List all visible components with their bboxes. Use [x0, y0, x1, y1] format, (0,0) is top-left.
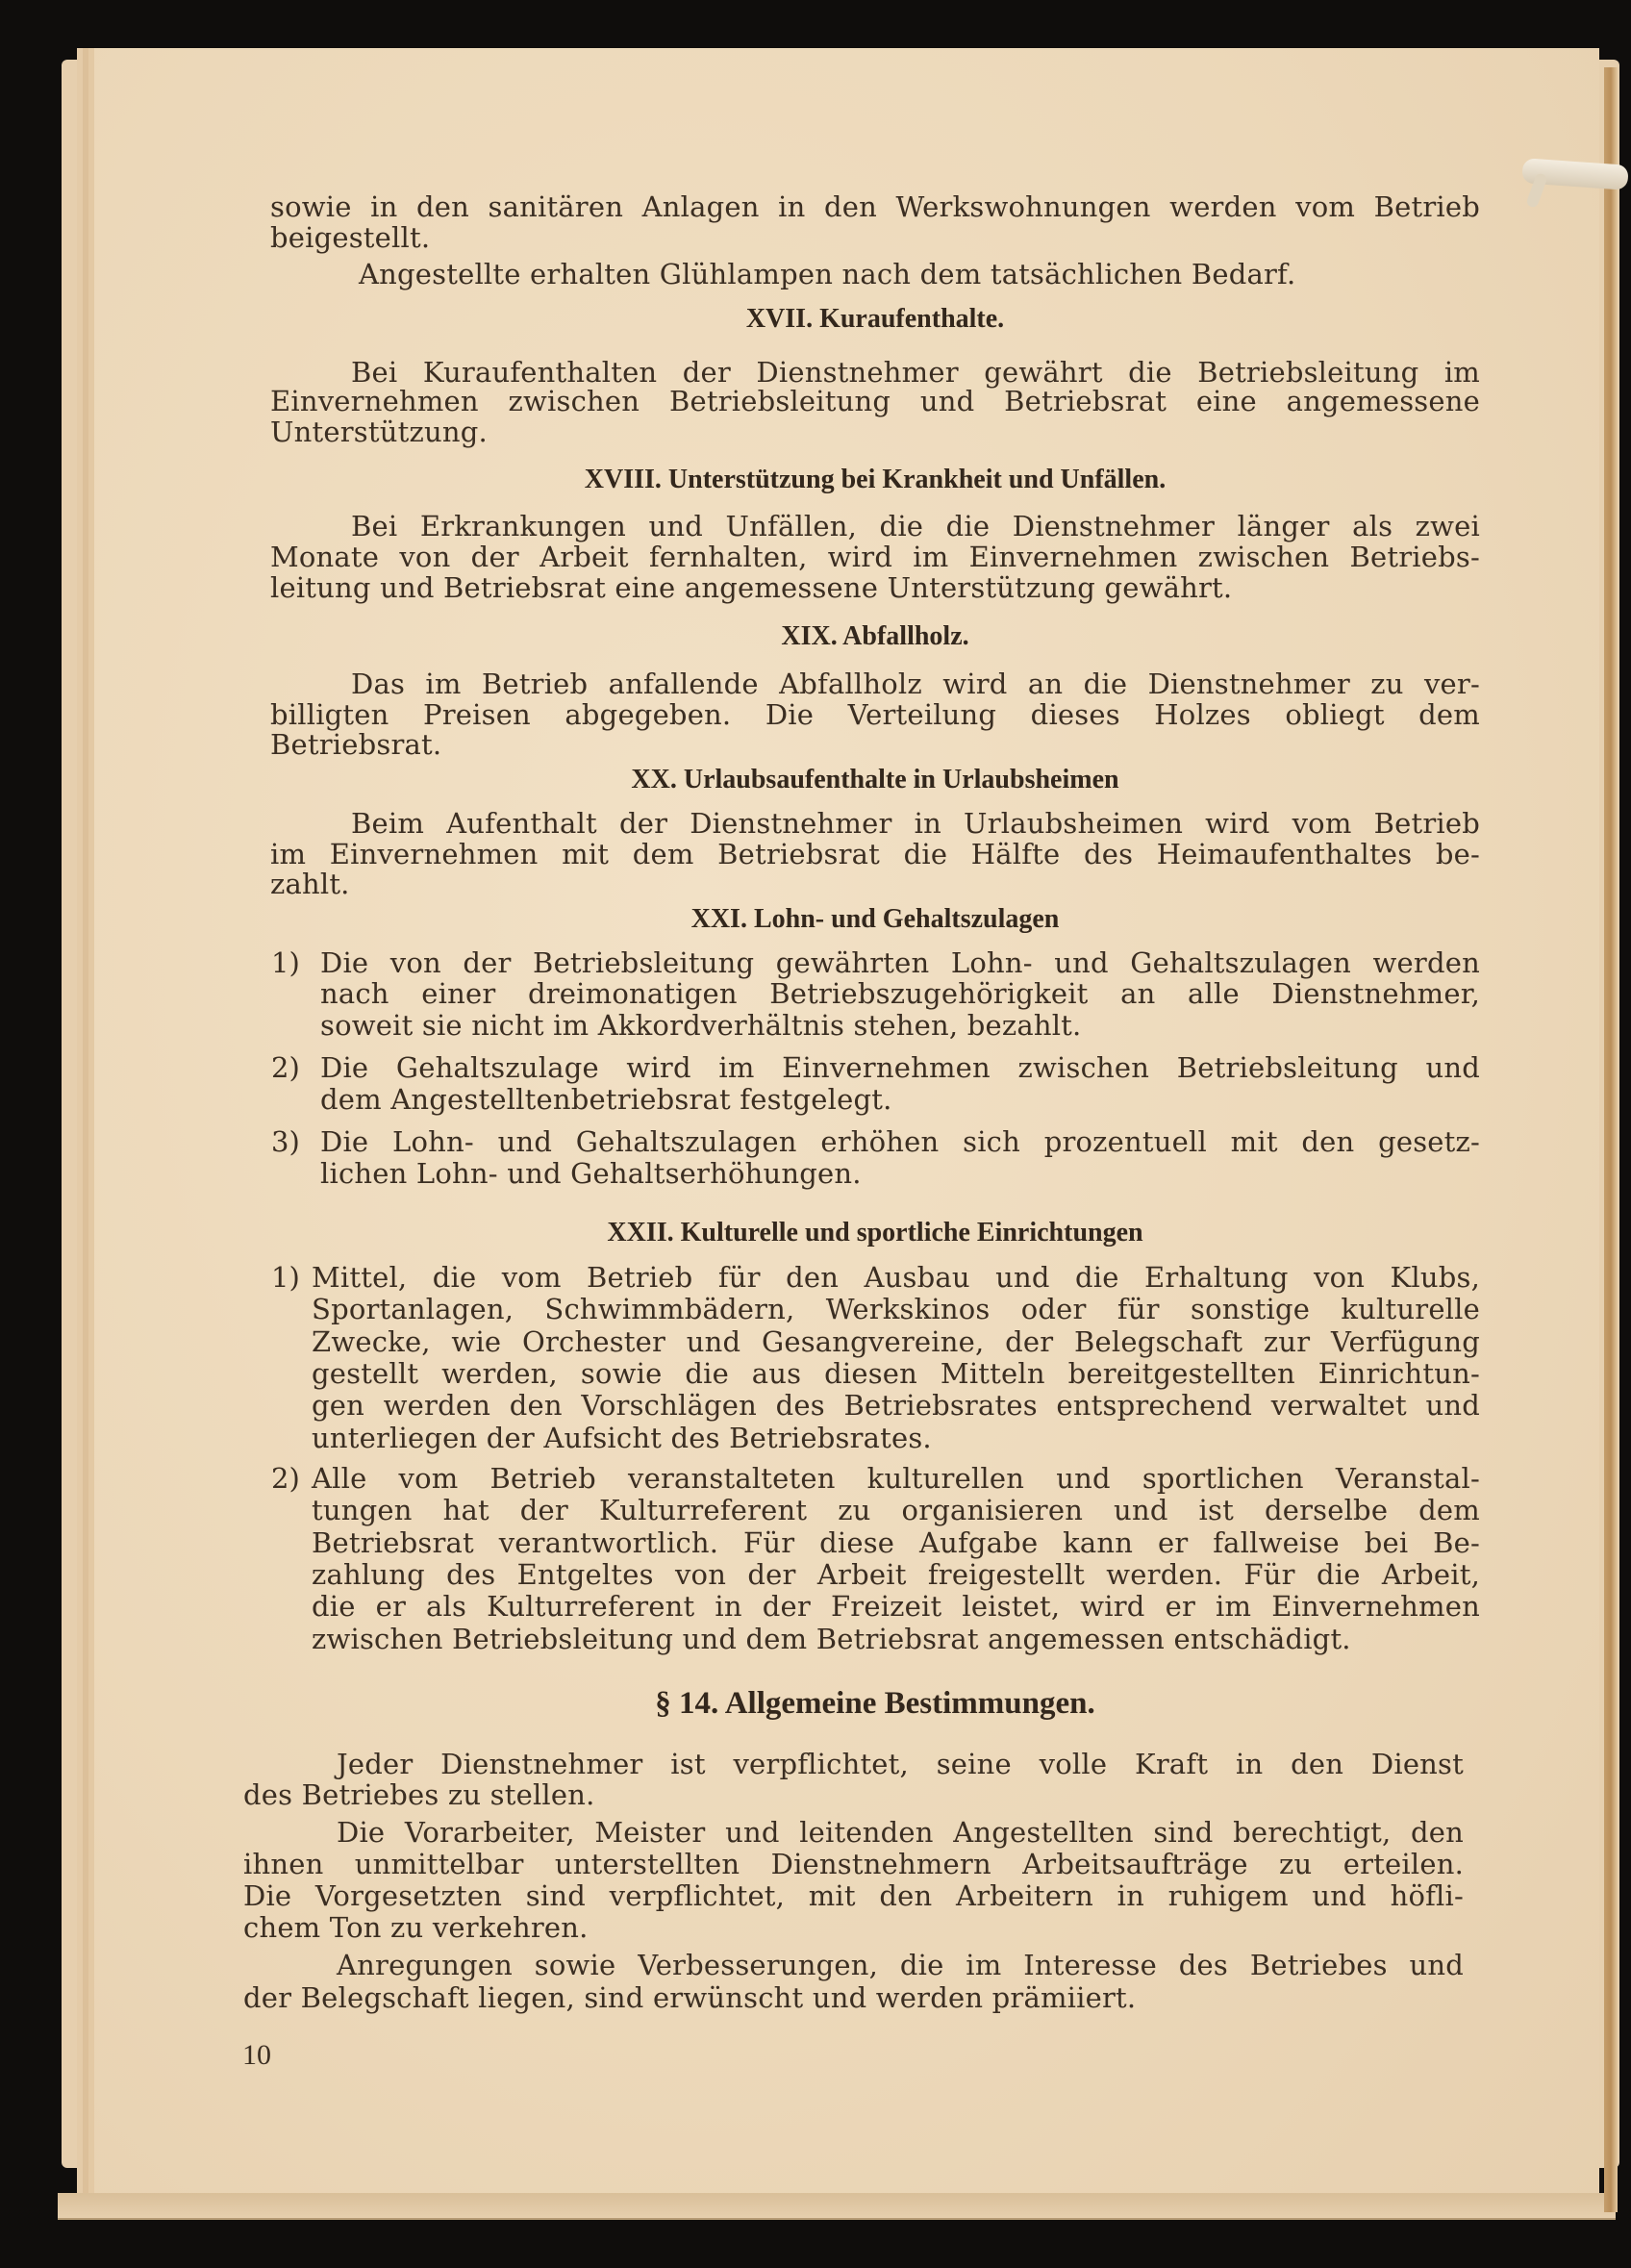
text-line: gestellt werden, sowie die aus diesen Mitteln bereitgestellten Einrichtun-	[312, 1357, 1480, 1390]
text-line: leitung und Betriebsrat eine angemessene Unterstützung gewährt.	[270, 571, 1233, 604]
text-line: zahlt.	[270, 868, 350, 900]
text-line: Das im Betrieb anfallende Abfallholz wird an die Dienstnehmer zu ver-	[351, 668, 1480, 700]
text-line: tungen hat der Kulturreferent zu organisieren und ist derselbe dem	[312, 1494, 1480, 1526]
section-heading: XXII. Kulturelle und sportliche Einrichtungen	[607, 1218, 1143, 1247]
item-number: 3)	[271, 1125, 300, 1158]
item-number: 1)	[271, 1261, 300, 1294]
text-line: Die Vorgesetzten sind verpflichtet, mit den Arbeitern in ruhigem und höfli-	[243, 1879, 1464, 1912]
text-line: Einvernehmen zwischen Betriebsleitung und Betriebsrat eine angemessene	[270, 385, 1480, 417]
text-line: Betriebsrat.	[270, 728, 442, 761]
section-heading: § 14. Allgemeine Bestimmungen.	[655, 1686, 1095, 1721]
text-line: Die von der Betriebsleitung gewährten Lohn- und Gehaltszulagen werden	[320, 946, 1480, 979]
text-line: soweit sie nicht im Akkordverhältnis stehen, bezahlt.	[320, 1009, 1082, 1042]
text-line: Anregungen sowie Verbesserungen, die im Interesse des Betriebes und	[337, 1949, 1464, 1981]
text-line: der Belegschaft liegen, sind erwünscht und werden prämiiert.	[243, 1981, 1137, 2014]
text-line: ihnen unmittelbar unterstellten Dienstnehmern Arbeitsaufträge zu erteilen.	[243, 1848, 1464, 1880]
page-number: 10	[242, 2039, 271, 2071]
text-line: Bei Erkrankungen und Unfällen, die die Dienstnehmer länger als zwei	[351, 510, 1480, 542]
text-line: nach einer dreimonatigen Betriebszugehörigkeit an alle Dienstnehmer,	[320, 977, 1480, 1010]
text-line: sowie in den sanitären Anlagen in den Werkswohnungen werden vom Betrieb	[270, 190, 1480, 223]
section-heading: XVII. Kuraufenthalte.	[745, 304, 1005, 334]
text-line: billigten Preisen abgegeben. Die Verteilung dieses Holzes obliegt dem	[270, 698, 1480, 731]
text-line: Sportanlagen, Schwimmbädern, Werkskinos oder für sonstige kulturelle	[312, 1293, 1480, 1325]
text-line: beigestellt.	[270, 221, 431, 254]
text-line: des Betriebes zu stellen.	[243, 1778, 595, 1811]
section-heading: XXI. Lohn- und Gehaltszulagen	[690, 904, 1060, 934]
text-line: Monate von der Arbeit fernhalten, wird im Einvernehmen zwischen Betriebs-	[270, 541, 1480, 573]
text-line: Angestellte erhalten Glühlampen nach dem tatsächlichen Bedarf.	[359, 258, 1296, 290]
section-heading: XVIII. Unterstützung bei Krankheit und Unfällen.	[584, 465, 1167, 494]
item-number: 1)	[271, 946, 300, 979]
text-line: Bei Kuraufenthalten der Dienstnehmer gewährt die Betriebsleitung im	[351, 356, 1480, 389]
text-line: im Einvernehmen mit dem Betriebsrat die Hälfte des Heimaufenthaltes be-	[270, 838, 1480, 870]
text-line: lichen Lohn- und Gehaltserhöhungen.	[320, 1157, 862, 1190]
text-line: Zwecke, wie Orchester und Gesangvereine, der Belegschaft zur Verfügung	[312, 1325, 1480, 1358]
item-number: 2)	[271, 1051, 300, 1084]
text-line: Die Lohn- und Gehaltszulagen erhöhen sich prozentuell mit den gesetz-	[320, 1125, 1480, 1158]
text-line: Unterstützung.	[270, 416, 488, 448]
text-line: Die Vorarbeiter, Meister und leitenden Angestellten sind berechtigt, den	[337, 1816, 1464, 1849]
text-line: Jeder Dienstnehmer ist verpflichtet, seine volle Kraft in den Dienst	[337, 1748, 1464, 1780]
section-heading: XIX. Abfallholz.	[781, 621, 969, 651]
text-line: chem Ton zu verkehren.	[243, 1911, 589, 1944]
text-line: zahlung des Entgeltes von der Arbeit freigestellt werden. Für die Arbeit,	[312, 1558, 1480, 1591]
text-line: Beim Aufenthalt der Dienstnehmer in Urlaubsheimen wird vom Betrieb	[351, 807, 1480, 840]
text-line: Die Gehaltszulage wird im Einvernehmen zwischen Betriebsleitung und	[320, 1051, 1480, 1084]
text-line: gen werden den Vorschlägen des Betriebsrates entsprechend verwaltet und	[312, 1389, 1480, 1422]
text-line: die er als Kulturreferent in der Freizeit leistet, wird er im Einvernehmen	[312, 1590, 1480, 1623]
item-number: 2)	[271, 1462, 300, 1495]
text-line: unterliegen der Aufsicht des Betriebsrates.	[312, 1422, 932, 1454]
text-line: Betriebsrat verantwortlich. Für diese Aufgabe kann er fallweise bei Be-	[312, 1526, 1480, 1559]
text-line: Alle vom Betrieb veranstalteten kulturellen und sportlichen Veranstal-	[312, 1462, 1480, 1495]
section-heading: XX. Urlaubsaufenthalte in Urlaubsheimen	[631, 765, 1119, 794]
text-line: dem Angestelltenbetriebsrat festgelegt.	[320, 1083, 892, 1116]
text-line: zwischen Betriebsleitung und dem Betriebsrat angemessen entschädigt.	[312, 1623, 1351, 1655]
text-line: Mittel, die vom Betrieb für den Ausbau und die Erhaltung von Klubs,	[312, 1261, 1480, 1294]
